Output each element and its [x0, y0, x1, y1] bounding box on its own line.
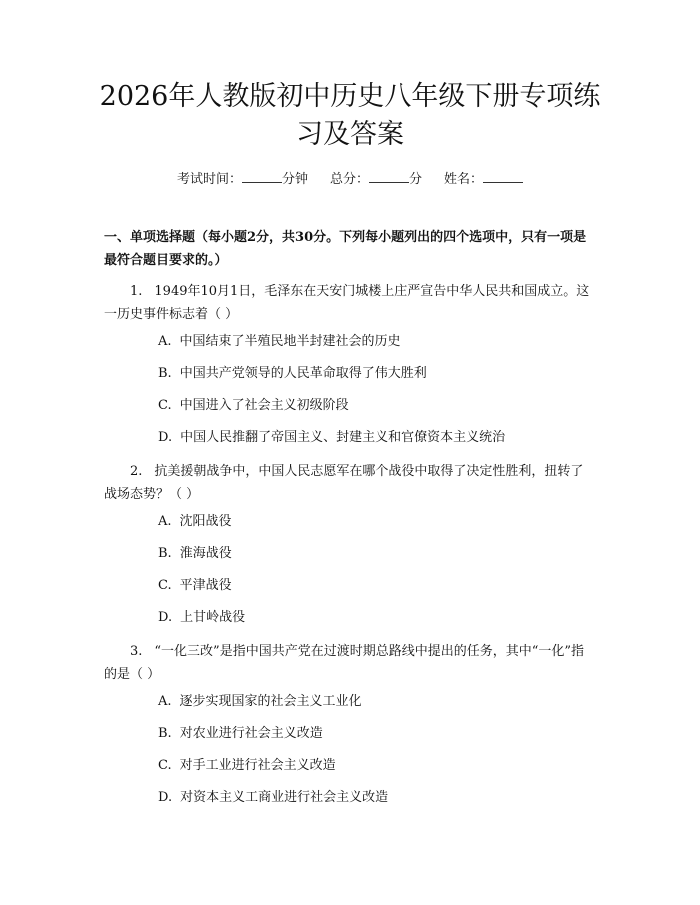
- question-2-option-c: [158, 577, 232, 595]
- question-3-option-d: [158, 789, 388, 807]
- question-3-option-b: [158, 725, 323, 743]
- question-number: 1.: [130, 284, 143, 299]
- question-1-stem: [104, 280, 596, 326]
- option-text: 淮海战役: [179, 546, 232, 561]
- option-text: 对农业进行社会主义改造: [179, 726, 323, 741]
- option-text: 上甘岭战役: [180, 610, 246, 625]
- question-2-option-d: [158, 609, 245, 627]
- option-text: 逐步实现国家的社会主义工业化: [179, 694, 362, 709]
- option-letter: B.: [158, 726, 172, 741]
- option-letter: B.: [158, 546, 172, 561]
- option-letter: D.: [158, 610, 173, 625]
- score-blank: [369, 170, 409, 183]
- name-label: 姓名：: [444, 172, 484, 187]
- time-unit: 分钟: [281, 172, 308, 187]
- option-letter: C.: [158, 578, 172, 593]
- score-label: 总分：: [329, 172, 369, 187]
- question-2-stem: [104, 460, 596, 506]
- question-1-option-a: [158, 333, 401, 351]
- option-letter: A.: [158, 514, 172, 529]
- option-letter: C.: [158, 758, 172, 773]
- question-text: 抗美援朝战争中，中国人民志愿军在哪个战役中取得了决定性胜利，扭转了战场态势？（ ）: [104, 464, 584, 502]
- question-2-option-a: [158, 513, 232, 531]
- question-text: 1949年10月1日，毛泽东在天安门城楼上庄严宣告中华人民共和国成立。这一历史事件标志着（ ）: [104, 284, 590, 322]
- score-unit: 分: [409, 172, 423, 187]
- section-heading: 一、单项选择题（每小题2分，共30分。下列每小题列出的四个选项中，只有一项是最符合题目要求的。）: [104, 230, 587, 268]
- question-number: 3.: [130, 644, 143, 659]
- name-blank: [483, 170, 523, 183]
- question-1-option-d: [158, 429, 505, 447]
- time-blank: [242, 170, 282, 183]
- option-text: 中国结束了半殖民地半封建社会的历史: [179, 334, 401, 349]
- option-text: 对手工业进行社会主义改造: [179, 758, 336, 773]
- question-text: “一化三改”是指中国共产党在过渡时期总路线中提出的任务，其中“一化”指的是（ ）: [104, 644, 584, 682]
- question-number: 2.: [130, 464, 143, 479]
- question-3-stem: [104, 640, 596, 686]
- page-title: 2026年人教版初中历史八年级下册专项练习及答案: [99, 81, 601, 150]
- time-label: 考试时间：: [176, 172, 242, 187]
- exam-info-line: [0, 168, 700, 187]
- option-letter: B.: [158, 366, 172, 381]
- option-text: 中国共产党领导的人民革命取得了伟大胜利: [179, 366, 427, 381]
- option-text: 沈阳战役: [179, 514, 232, 529]
- question-1-option-b: [158, 365, 427, 383]
- option-letter: C.: [158, 398, 172, 413]
- option-text: 平津战役: [179, 578, 232, 593]
- option-text: 中国人民推翻了帝国主义、封建主义和官僚资本主义统治: [180, 430, 506, 445]
- option-text: 中国进入了社会主义初级阶段: [179, 398, 349, 413]
- option-letter: D.: [158, 790, 173, 805]
- option-letter: D.: [158, 430, 173, 445]
- question-3-option-c: [158, 757, 336, 775]
- question-2-option-b: [158, 545, 232, 563]
- question-3-option-a: [158, 693, 362, 711]
- option-text: 对资本主义工商业进行社会主义改造: [180, 790, 389, 805]
- question-1-option-c: [158, 397, 349, 415]
- option-letter: A.: [158, 694, 172, 709]
- option-letter: A.: [158, 334, 172, 349]
